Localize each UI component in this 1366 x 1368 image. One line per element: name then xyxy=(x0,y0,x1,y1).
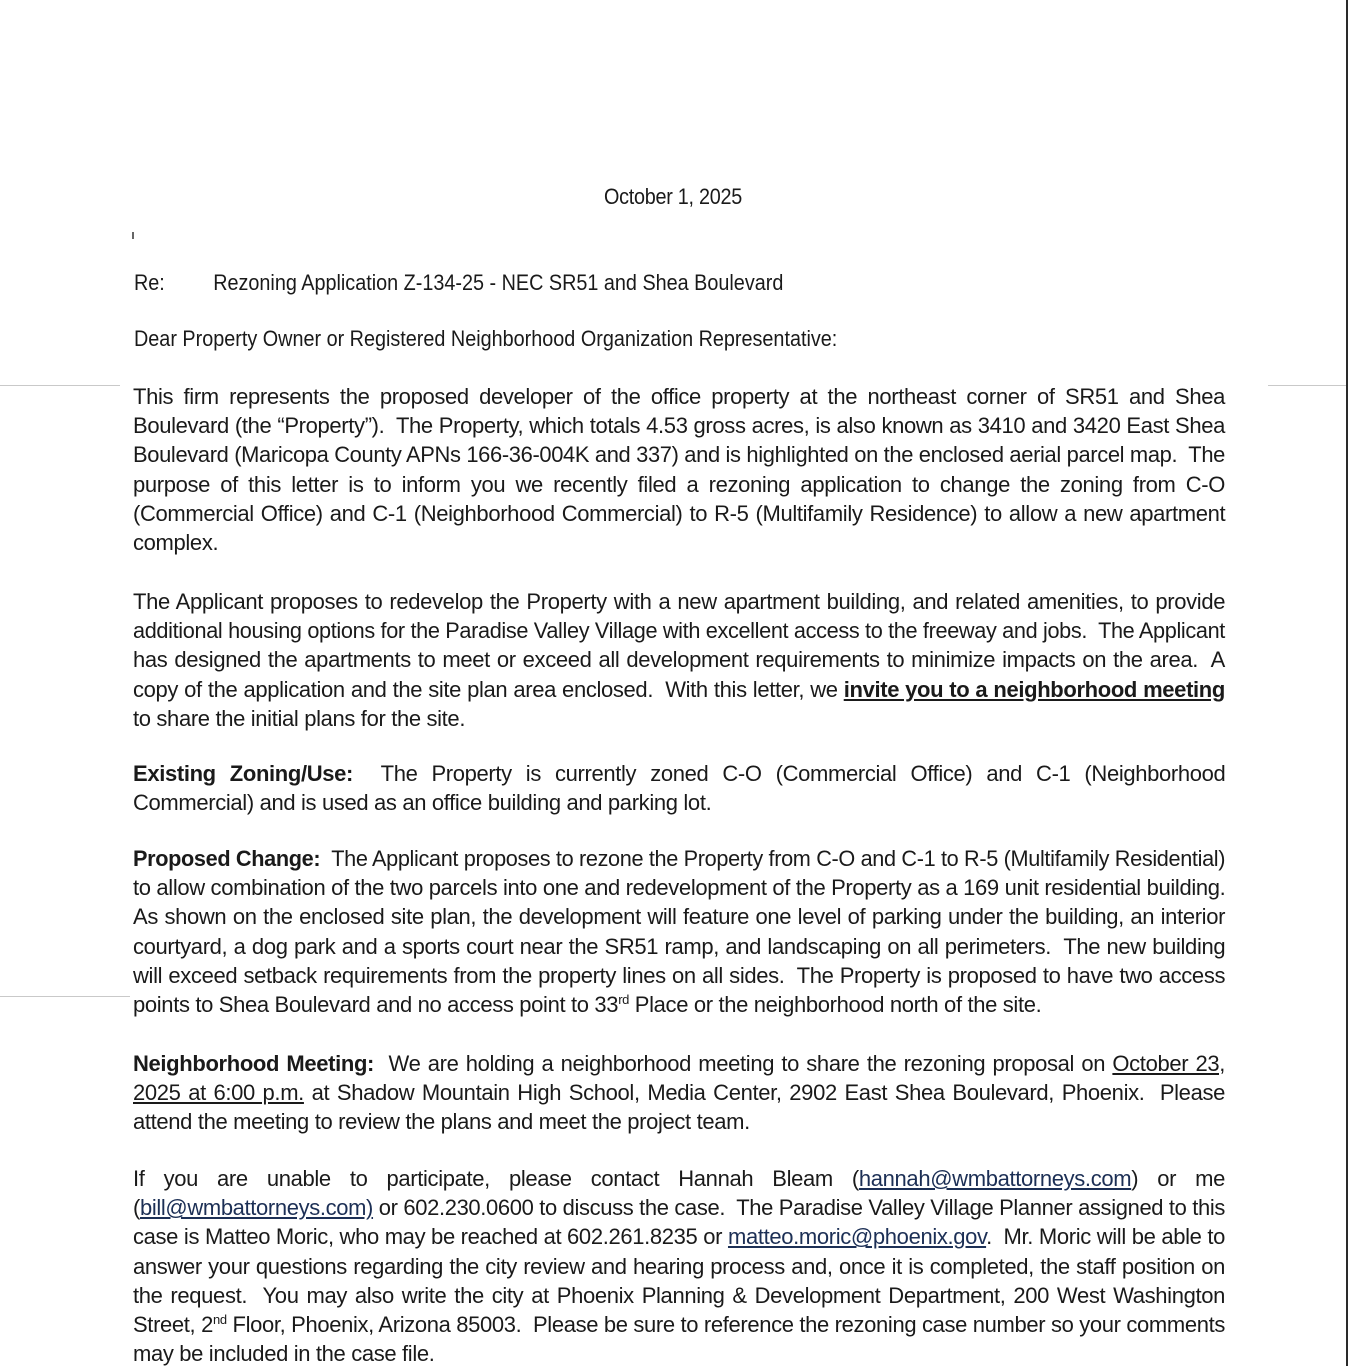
line-text: or 602.230.0600 to discuss the case. The Paradise Valley Village Planner assigned to this xyxy=(373,1195,1226,1221)
paragraph-line: Commercial) and is used as an office building and parking lot. xyxy=(133,790,712,816)
paragraph-line: This firm represents the proposed developer of the office property at the northeast corner of SR51 and Shea xyxy=(133,384,1225,409)
line-text: ( xyxy=(133,1195,140,1221)
salutation: Dear Property Owner or Registered Neighborhood Organization Representative: xyxy=(134,326,838,351)
ordinal-suffix: rd xyxy=(618,992,630,1008)
proposal-paragraph xyxy=(133,587,1225,733)
intro-paragraph xyxy=(133,382,1225,557)
line-text: ) or me xyxy=(1131,1166,1225,1191)
line-text: We are holding a neighborhood meeting to share the rezoning proposal on xyxy=(374,1051,1113,1076)
paragraph-line: complex. xyxy=(133,530,219,556)
paragraph-line xyxy=(133,1222,1225,1251)
meeting-time: 2025 at 6:00 p.m. xyxy=(133,1080,304,1106)
fold-mark xyxy=(1268,385,1346,386)
line-text: copy of the application and the site plan area enclosed. With this letter, we xyxy=(133,676,844,702)
email-link-hannah[interactable]: hannah@wmbattorneys.com xyxy=(858,1166,1132,1191)
line-text: case is Matteo Moric, who may be reached at 602.261.8235 or xyxy=(133,1224,728,1250)
paragraph-line xyxy=(133,1310,1225,1339)
line-text: Place or the neighborhood north of the site. xyxy=(629,992,1042,1018)
re-subject: Rezoning Application Z-134-25 - NEC SR51 and Shea Boulevard xyxy=(213,270,784,295)
paragraph-line: purpose of this letter is to inform you we recently filed a rezoning application to change the zoning from C-O xyxy=(133,471,1226,497)
neighborhood-meeting-section xyxy=(133,1049,1225,1137)
paragraph-line xyxy=(133,1193,1225,1222)
paragraph-line: As shown on the enclosed site plan, the development will feature one level of parking under the building, an interior xyxy=(133,904,1226,930)
line-text: at Shadow Mountain High School, Media Center, 2902 East Shea Boulevard, Phoenix. Please xyxy=(303,1080,1225,1106)
paragraph-line: attend the meeting to review the plans and meet the project team. xyxy=(133,1109,750,1135)
re-label: Re: xyxy=(134,270,165,295)
scan-artifact xyxy=(132,232,134,239)
section-heading: Proposed Change: xyxy=(133,846,321,871)
page-edge-line xyxy=(1346,0,1348,1366)
email-link-matteo[interactable]: matteo.moric@phoenix.gov xyxy=(727,1224,987,1250)
paragraph-line: may be included in the case file. xyxy=(133,1341,435,1367)
paragraph-line: courtyard, a dog park and a sports court near the SR51 ramp, and landscaping on all perimeters. The new building xyxy=(133,933,1226,959)
paragraph-line xyxy=(133,1078,1225,1107)
paragraph-line xyxy=(133,1164,1225,1193)
line-text: If you are unable to participate, please contact Hannah Bleam ( xyxy=(133,1166,859,1191)
paragraph-line: the request. You may also write the city at Phoenix Planning & Development Department, 200 West Washington xyxy=(133,1282,1225,1308)
paragraph-line xyxy=(133,1049,1225,1078)
paragraph-line: The Applicant proposes to redevelop the Property with a new apartment building, and related amenities, to provide xyxy=(133,589,1226,614)
line-text: The Property is currently zoned C-O (Commercial Office) and C-1 (Neighborhood xyxy=(353,761,1226,786)
fold-mark xyxy=(0,996,130,997)
ordinal-suffix: nd xyxy=(212,1312,227,1328)
paragraph-line xyxy=(133,844,1225,873)
contact-paragraph xyxy=(133,1164,1225,1368)
line-text: Floor, Phoenix, Arizona 85003. Please be sure to reference the rezoning case number so your comments xyxy=(226,1312,1225,1338)
paragraph-line: Boulevard (Maricopa County APNs 166-36-004K and 337) and is highlighted on the enclosed aerial parcel map. The xyxy=(133,442,1225,468)
section-heading: Existing Zoning/Use: xyxy=(133,761,354,786)
line-text: points to Shea Boulevard and no access point to 33 xyxy=(133,992,619,1018)
paragraph-line: additional housing options for the Paradise Valley Village with excellent access to the freeway and jobs. The Applicant xyxy=(133,618,1225,644)
email-link-bill[interactable]: bill@wmbattorneys.com) xyxy=(139,1195,374,1221)
paragraph-line: answer your questions regarding the city review and hearing process and, once it is completed, the staff position on xyxy=(133,1253,1225,1279)
subject-line xyxy=(134,270,783,296)
paragraph-line xyxy=(133,675,1225,704)
paragraph-line xyxy=(133,990,1225,1019)
line-text: The Applicant proposes to rezone the Property from C-O and C-1 to R-5 (Multifamily Residential) xyxy=(320,846,1226,871)
fold-mark xyxy=(0,385,120,386)
section-heading: Neighborhood Meeting: xyxy=(133,1051,375,1076)
line-text: Street, 2 xyxy=(133,1312,213,1338)
paragraph-line: will exceed setback requirements from the property lines on all sides. The Property is proposed to have two access xyxy=(133,962,1226,988)
paragraph-line: Boulevard (the “Property”). The Property, which totals 4.53 gross acres, is also known as 3410 and 3420 East Shea xyxy=(133,413,1225,439)
paragraph-line: has designed the apartments to meet or exceed all development requirements to minimize impacts on the area. A xyxy=(133,647,1225,673)
proposed-change-section xyxy=(133,844,1225,1019)
paragraph-line: to share the initial plans for the site. xyxy=(133,705,466,731)
letter-date: October 1, 2025 xyxy=(604,184,742,209)
existing-zoning-section xyxy=(133,759,1225,817)
meeting-date: October 23, xyxy=(1112,1051,1225,1076)
paragraph-line: (Commercial Office) and C-1 (Neighborhood Commercial) to R-5 (Multifamily Residence) to allow a new apartment xyxy=(133,500,1226,526)
meeting-invite-emphasis: invite you to a neighborhood meeting xyxy=(843,676,1225,702)
line-text: . Mr. Moric will be able to xyxy=(986,1224,1226,1250)
paragraph-line xyxy=(133,759,1225,788)
paragraph-line: to allow combination of the two parcels into one and redevelopment of the Property as a 169 unit residential building. xyxy=(133,875,1226,901)
